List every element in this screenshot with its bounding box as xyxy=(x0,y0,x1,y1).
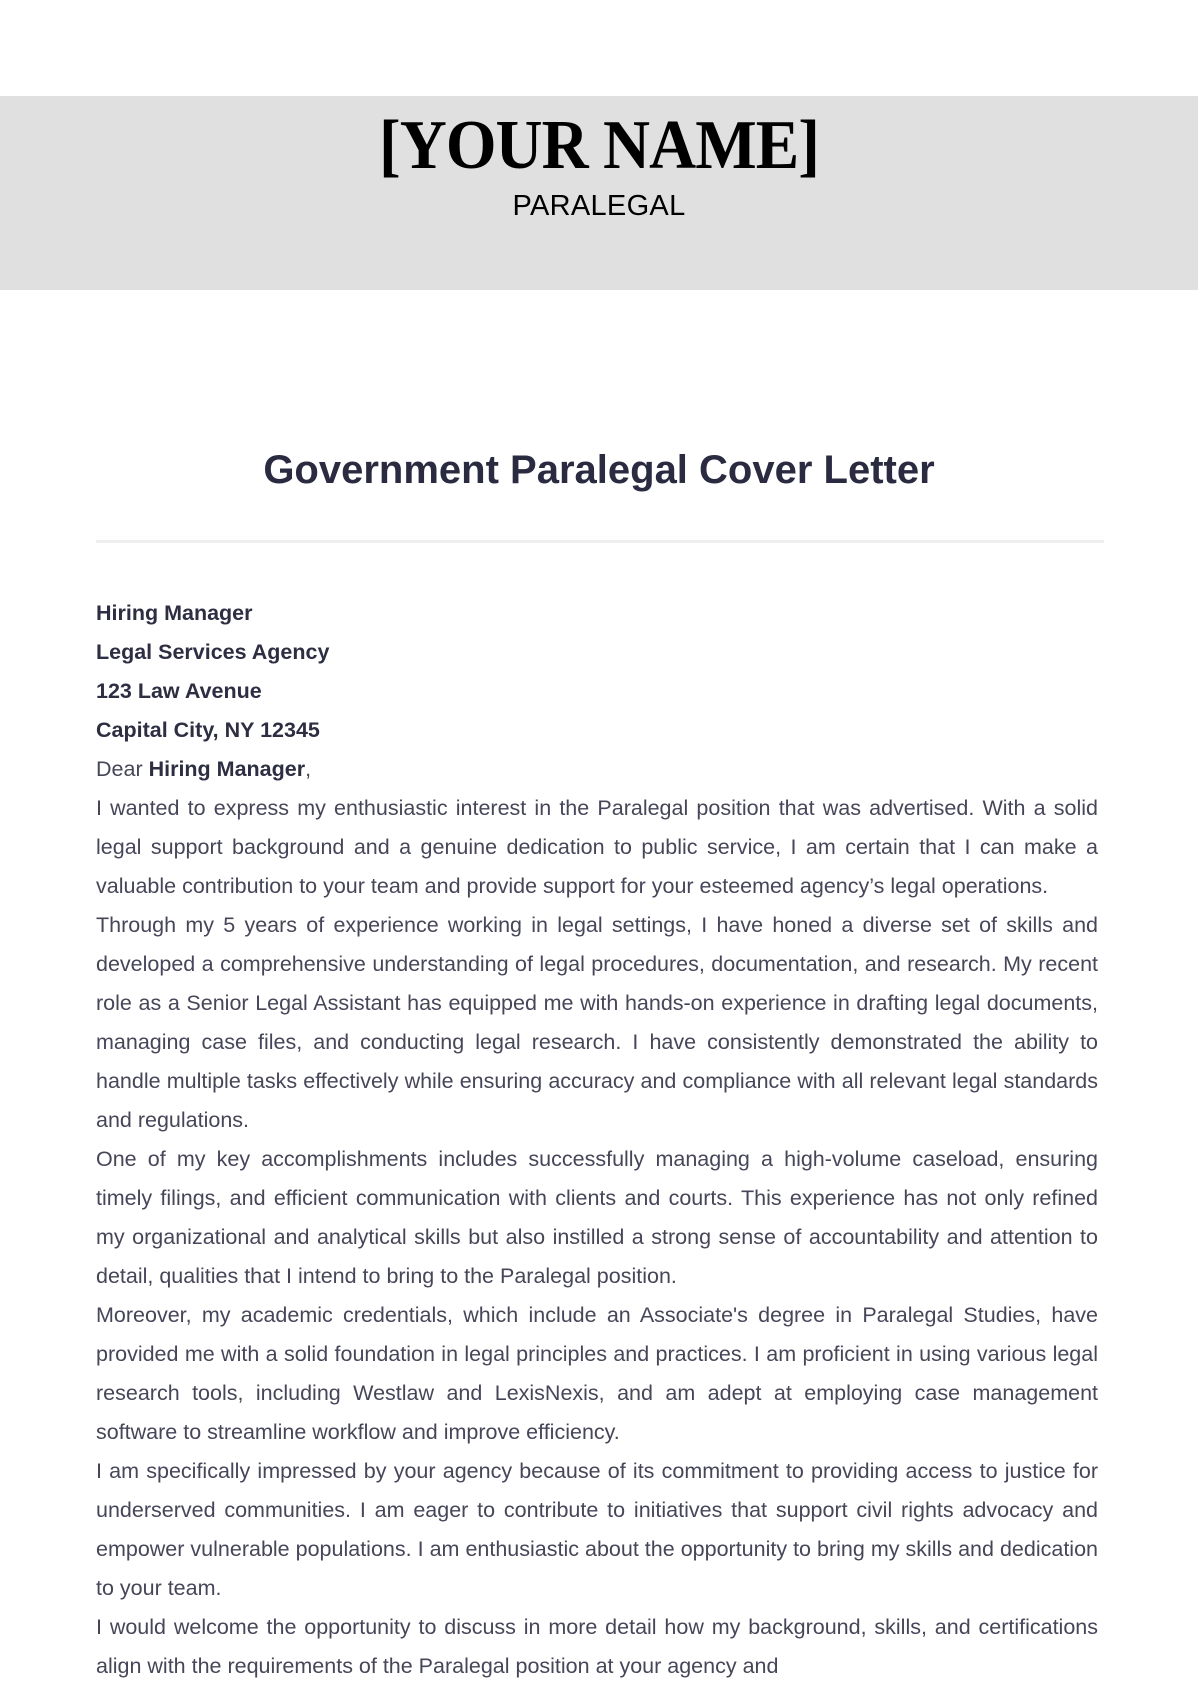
paragraph-intro: I wanted to express my enthusiastic interest in the Paralegal position that was advertised. With a solid legal support background and a genuine dedication to public service, I am certain that I can make a valuable contribution to your team and provide support for your esteemed agency’s legal operations. xyxy=(96,796,1098,898)
applicant-name: [YOUR NAME] xyxy=(379,107,819,184)
recipient-name: Hiring Manager xyxy=(96,601,253,625)
paragraph-experience: Through my 5 years of experience working in legal settings, I have honed a diverse set of skills and developed a comprehensive understanding of legal procedures, documentation, and research. My recent role as a Senior Legal Assistant has equipped me with hands-on experience in drafting legal documents, managing case files, and conducting legal research. I have consistently demonstrated the ability to handle multiple tasks effectively while ensuring accuracy and compliance with all relevant legal standards and regulations. xyxy=(96,913,1098,1132)
salutation-name: Hiring Manager xyxy=(148,757,306,781)
salutation-prefix: Dear xyxy=(96,757,149,781)
title-divider xyxy=(96,540,1104,543)
paragraph-closing: I would welcome the opportunity to discuss in more detail how my background, skills, and certifications align with the requirements of the Paralegal position at your agency and xyxy=(96,1615,1098,1678)
recipient-city: Capital City, NY 12345 xyxy=(96,718,320,742)
paragraph-education: Moreover, my academic credentials, which include an Associate's degree in Paralegal Studies, have provided me with a solid foundation in legal principles and practices. I am proficient in using various legal research tools, including Westlaw and LexisNexis, and am adept at employing case management software to streamline workflow and improve efficiency. xyxy=(96,1303,1098,1444)
paragraph-accomplishments: One of my key accomplishments includes successfully managing a high-volume caseload, ensuring timely filings, and efficient communication with clients and courts. This experience has not only refined my organizational and analytical skills but also instilled a strong sense of accountability and attention to detail, qualities that I intend to bring to the Paralegal position. xyxy=(96,1147,1098,1288)
salutation xyxy=(96,750,1098,789)
paragraph-agency-interest: I am specifically impressed by your agency because of its commitment to providing access to justice for underserved communities. I am eager to contribute to initiatives that support civil rights advocacy and empower vulnerable populations. I am enthusiastic about the opportunity to bring my skills and dedication to your team. xyxy=(96,1459,1098,1600)
document-title: Government Paralegal Cover Letter xyxy=(263,448,935,492)
letter-body xyxy=(96,594,1098,1686)
header-band xyxy=(0,96,1198,290)
recipient-street: 123 Law Avenue xyxy=(96,679,262,703)
salutation-suffix: , xyxy=(305,757,312,781)
applicant-role: PARALEGAL xyxy=(512,190,686,222)
recipient-organization: Legal Services Agency xyxy=(96,640,330,664)
